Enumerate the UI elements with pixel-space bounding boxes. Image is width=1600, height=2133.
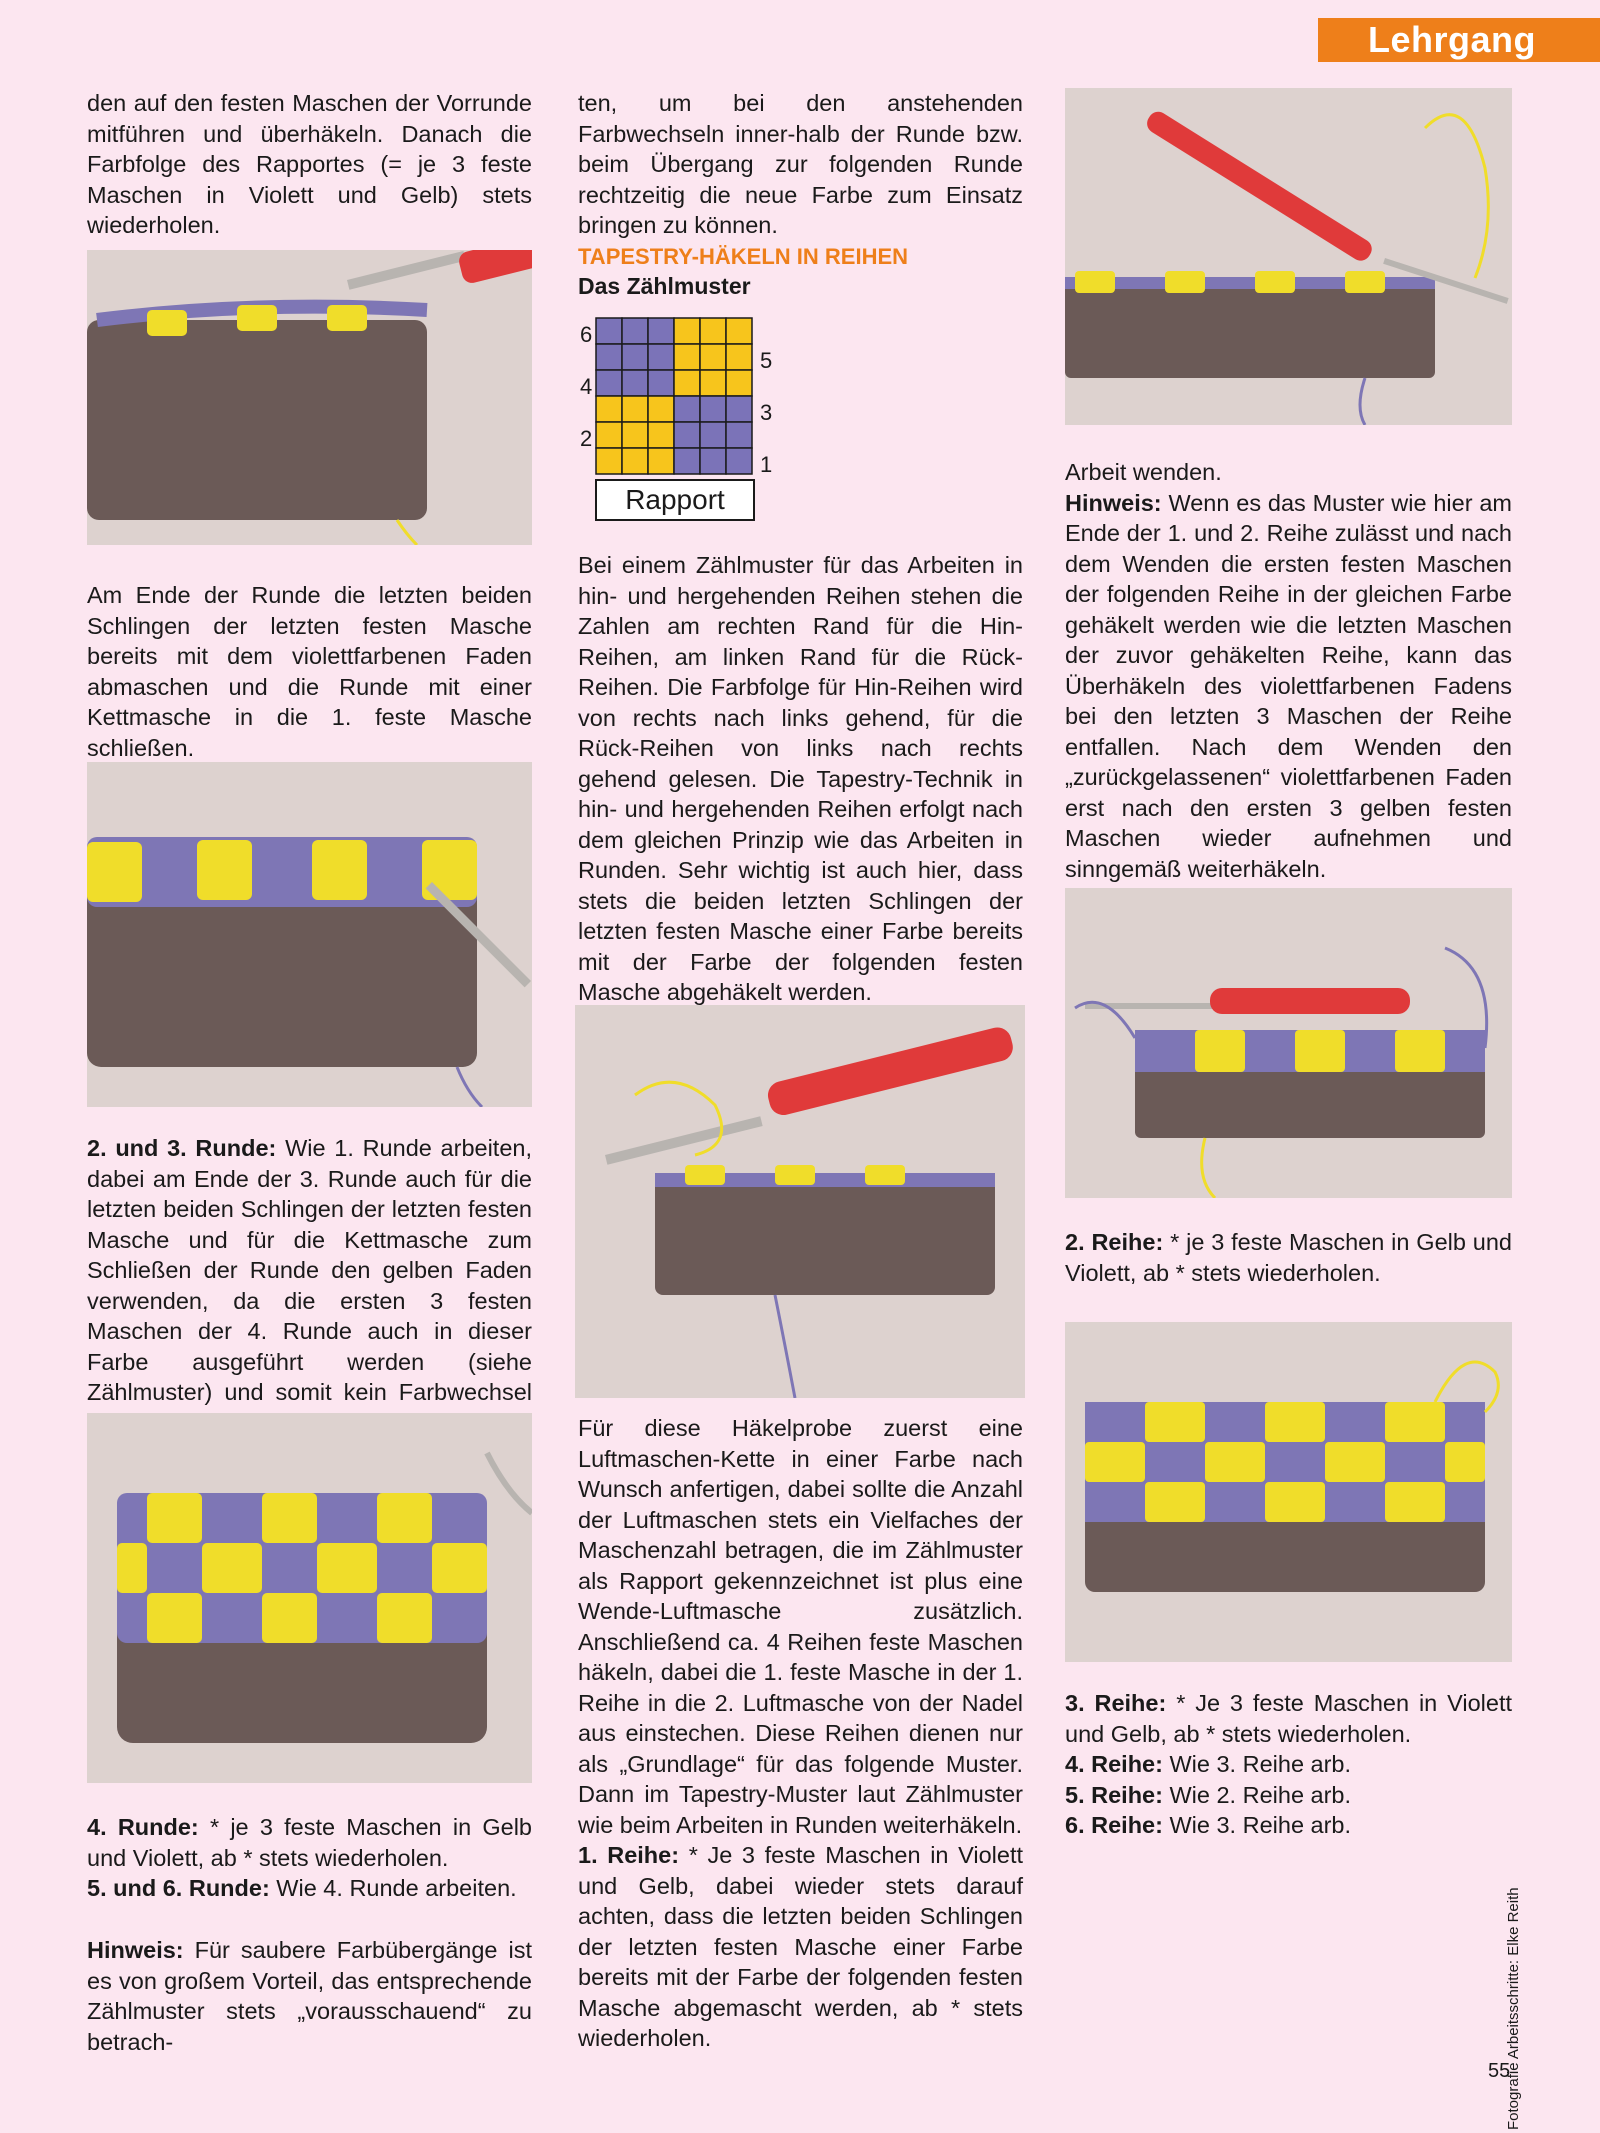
col2-paragraph-3: Für diese Häkelprobe zuerst eine Luftmaschen-Kette in einer Farbe nach Wunsch anfertigen, dabei sollte die Anzahl der Luftmaschen stets ein Vielfaches der Maschenzahl betragen, die im Zählmuster als Rapport gekennzeichnet ist plus eine Wende-Luftmasche zusätzlich. Anschließend ca. 4 Reihen feste Maschen häkeln, dabei die 1. feste Masche in der 1. Reihe in die 2. Luftmasche von der Nadel aus einstechen. Diese Reihen dienen nur als „Grundlage“ für das folgende Muster. Dann im Tapestry-Muster laut Zählmuster wie beim Arbeiten in Runden weiterhäkeln. 1. Reihe: * Je 3 feste Maschen in Violett und Gelb, dabei wieder stets darauf achten, dass die letzten beiden Schlingen der letzten festen Masche einer Farbe bereits mit der Farbe der folgenden festen Masche abgemascht werden, ab * stets wiederholen. — [578, 1415, 1024, 2051]
photo-credit: Fotografie Arbeitsschritte: Elke Reith — [1505, 1887, 1522, 2130]
chart-cell — [726, 448, 752, 474]
section-heading: TAPESTRY-HÄKELN IN REIHEN — [578, 244, 909, 269]
col1-paragraph-1: den auf den festen Maschen der Vorrunde mitführen und überhäkeln. Danach die Farbfolge des Rapportes (= je 3 feste Maschen in Violett und Gelb) stets wiederholen. — [87, 90, 532, 238]
chart-cell — [674, 344, 700, 370]
chart-cell — [700, 344, 726, 370]
chart-cell — [674, 318, 700, 344]
count-chart — [580, 316, 780, 531]
count-chart-svg — [580, 316, 780, 526]
rapport-caption: Rapport — [625, 484, 725, 515]
photo-round-1-end — [87, 762, 532, 1107]
chart-cell — [596, 370, 622, 396]
chart-cell — [622, 448, 648, 474]
chart-cell — [622, 344, 648, 370]
chart-cell — [700, 370, 726, 396]
chart-cell — [648, 344, 674, 370]
section-tab: Lehrgang — [1318, 18, 1600, 62]
chart-cell — [726, 396, 752, 422]
photo-rows-base — [575, 1005, 1025, 1398]
chart-cell — [674, 448, 700, 474]
chart-cell — [648, 370, 674, 396]
photo-round-6 — [87, 1413, 532, 1783]
chart-cell — [596, 448, 622, 474]
chart-cell — [622, 396, 648, 422]
chart-cell — [726, 318, 752, 344]
col3-paragraph-1: Arbeit wenden. Hinweis: Wenn es das Muster wie hier am Ende der 1. und 2. Reihe zulässt und nach dem Wenden die ersten festen Maschen der folgenden Reihe in der gleichen Farbe gehäkelt werden wie die letzten Maschen der zuvor gehäkelten Reihe, kann das Überhäkeln des violettfarbenen Fadens bei den letzten 3 Maschen der Reihe entfallen. Nach dem Wenden den „zurückgelassenen“ violettfarbenen Faden erst nach den ersten 3 gelben festen Maschen wieder aufnehmen und sinngemäß weiterhäkeln. — [1065, 459, 1512, 882]
right-row-number: 3 — [760, 400, 773, 425]
photo-row-2 — [1065, 888, 1512, 1198]
chart-cell — [674, 422, 700, 448]
chart-cell — [622, 318, 648, 344]
chart-cell — [648, 422, 674, 448]
photo-row-6 — [1065, 1322, 1512, 1662]
left-row-number: 2 — [580, 426, 593, 451]
col2-paragraph-1: ten, um bei den anstehenden Farbwechseln inner-halb der Runde bzw. beim Übergang zur folgenden Runde rechtzeitig die neue Farbe zum Einsatz bringen zu können. — [578, 90, 1023, 238]
chart-cell — [700, 318, 726, 344]
left-row-number: 4 — [580, 374, 593, 399]
photo-row-1 — [1065, 88, 1512, 425]
chart-cell — [648, 318, 674, 344]
col1-paragraph-rounds-2-3: 2. und 3. Runde: Wie 1. Runde arbeiten, dabei am Ende der 3. Runde auch für die letzten beiden Schlingen der letzten festen Masche und für die Kettmasche zum Schließen der Runde den gelben Faden verwenden, da die ersten 3 festen Maschen der 4. Runde auch in dieser Farbe ausgeführt werden (siehe Zählmuster) und somit kein Farbwechsel — [87, 1135, 533, 1405]
chart-cell — [596, 318, 622, 344]
chart-cell — [622, 370, 648, 396]
chart-cell — [674, 396, 700, 422]
col3-paragraph-rows-3-6: 3. Reihe: * Je 3 feste Maschen in Violett und Gelb, ab * stets wiederholen. 4. Reihe: Wie 3. Reihe arb. 5. Reihe: Wie 2. Reihe arb. 6. Reihe: Wie 3. Reihe arb. — [1065, 1690, 1513, 1838]
chart-cell — [726, 344, 752, 370]
chart-cell — [726, 370, 752, 396]
chart-cell — [648, 396, 674, 422]
chart-cell — [596, 396, 622, 422]
chart-cell — [700, 396, 726, 422]
chart-cell — [622, 422, 648, 448]
col2-paragraph-2: Bei einem Zählmuster für das Arbeiten in hin- und hergehenden Reihen stehen die Zahlen am rechten Rand für die Hin-Reihen, am linken Rand für die Rück-Reihen. Die Farbfolge für Hin-Reihen wird von rechts nach links gehend, für die Rück-Reihen von links nach rechts gehend gelesen. Die Tapestry-Technik in hin- und hergehenden Reihen erfolgt nach dem gleichen Prinzip wie das Arbeiten in Runden. Sehr wichtig ist auch hier, dass stets die beiden letzten Schlingen der letzten festen Masche einer Farbe bereits mit der Farbe der folgenden festen Masche abgehäkelt werden. — [578, 552, 1023, 1005]
col1-paragraph-2: Am Ende der Runde die letzten beiden Schlingen der letzten festen Masche bereits mit dem violettfarbenen Faden abmaschen und die Runde mit einer Kettmasche in die 1. feste Masche schließen. — [87, 582, 532, 761]
chart-cell — [596, 344, 622, 370]
chart-cell — [700, 422, 726, 448]
chart-cell — [726, 422, 752, 448]
col1-paragraph-note: Hinweis: Für saubere Farbübergänge ist es von großem Vorteil, das entsprechende Zählmuster stets „vorausschauend“ zu betrach- — [87, 1937, 532, 2055]
right-row-number: 1 — [760, 452, 773, 477]
left-row-number: 6 — [580, 322, 593, 347]
chart-cell — [596, 422, 622, 448]
page-number: 55 — [1488, 2060, 1511, 2082]
col1-paragraph-round-4: 4. Runde: * je 3 feste Maschen in Gelb und Violett, ab * stets wiederholen. 5. und 6. Runde: Wie 4. Runde arbeiten. — [87, 1814, 532, 1901]
photo-round-1-start — [87, 250, 532, 545]
col3-paragraph-row-2: 2. Reihe: * je 3 feste Maschen in Gelb und Violett, ab * stets wiederholen. — [1065, 1229, 1512, 1286]
chart-cell — [648, 448, 674, 474]
chart-cell — [700, 448, 726, 474]
right-row-number: 5 — [760, 348, 773, 373]
chart-cell — [674, 370, 700, 396]
chart-subheading: Das Zählmuster — [578, 273, 751, 299]
